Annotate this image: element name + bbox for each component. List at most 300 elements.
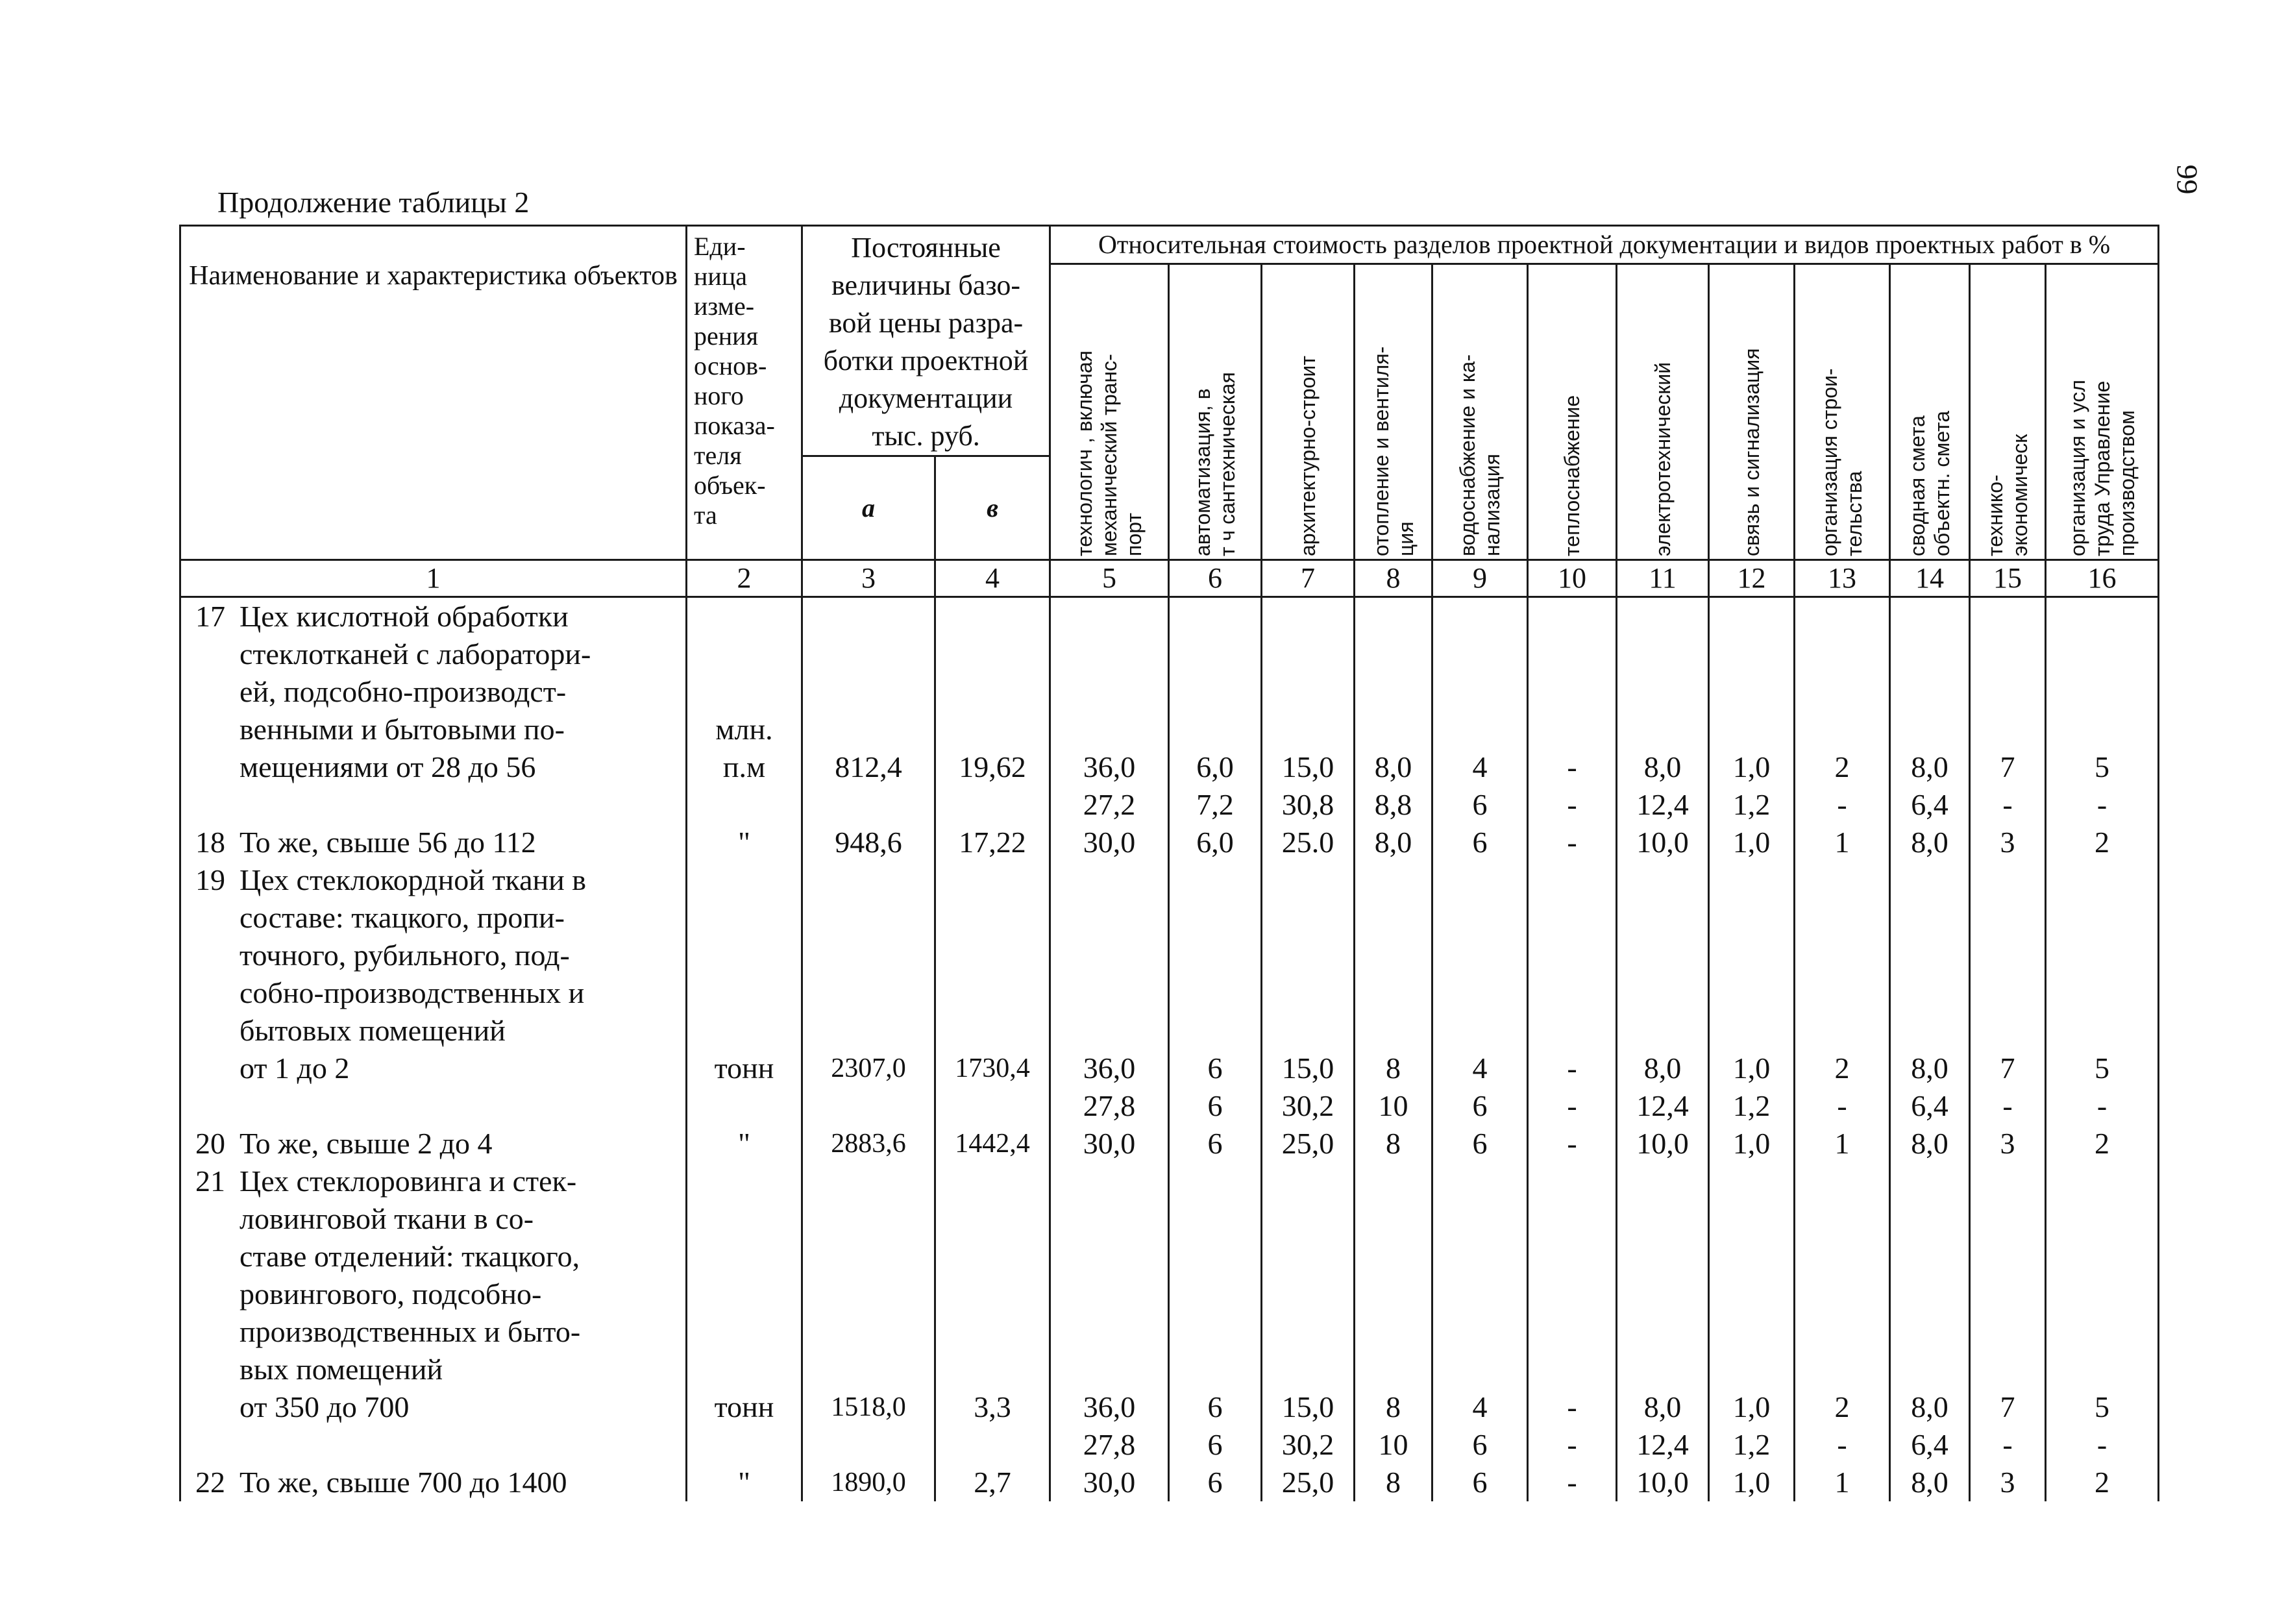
spacer — [936, 598, 1049, 635]
header-unit-line: теля — [694, 441, 742, 470]
spacer — [2046, 598, 2157, 635]
column-number-6: 6 — [1169, 560, 1262, 597]
spacer — [1433, 1200, 1527, 1238]
spacer — [1262, 1351, 1353, 1388]
spacer — [1795, 1351, 1889, 1388]
row-section-values — [1170, 861, 1260, 1125]
header-section-9 — [1432, 264, 1528, 560]
spacer — [1891, 598, 1969, 635]
header-section-line: ция — [1394, 521, 1418, 556]
spacer — [1617, 899, 1708, 937]
spacer — [1051, 1275, 1168, 1313]
spacer — [1891, 1200, 1969, 1238]
value-b: 1730,4 — [955, 1053, 1030, 1083]
row-value-b — [936, 598, 1049, 824]
row-unit-line: п.м — [722, 750, 766, 783]
row-section-values — [1262, 1163, 1353, 1464]
header-section-line: организация и усл — [2065, 380, 2089, 556]
table-row-item — [181, 1163, 685, 1464]
header-constants-line: Постоянные — [851, 232, 1001, 264]
spacer — [1051, 899, 1168, 937]
row-unit-line — [687, 937, 801, 974]
spacer — [1433, 1275, 1527, 1313]
section-value: - — [1567, 788, 1577, 821]
column-number-3: 3 — [802, 560, 935, 597]
spacer — [1051, 937, 1168, 974]
spacer — [803, 1200, 934, 1238]
row-name-line: от 1 до 2 — [240, 1052, 350, 1085]
spacer — [1051, 1012, 1168, 1050]
section-value: 6 — [1472, 826, 1488, 859]
spacer — [803, 711, 934, 748]
spacer — [803, 899, 934, 937]
spacer — [1433, 673, 1527, 711]
spacer — [1051, 1200, 1168, 1238]
header-section-line: архитектурно-строит — [1296, 356, 1320, 556]
section-value: 12,4 — [1636, 1089, 1689, 1122]
spacer — [1710, 899, 1793, 937]
section-value: 6 — [1472, 1428, 1488, 1461]
spacer — [1971, 598, 2045, 635]
header-section-line: связь и сигнализация — [1739, 348, 1764, 556]
spacer — [1971, 711, 2045, 748]
spacer — [1617, 1200, 1708, 1238]
page-number: 99 — [2170, 164, 2204, 195]
values-column-3 — [802, 597, 935, 1502]
spacer — [1795, 598, 1889, 635]
spacer — [936, 711, 1049, 748]
row-section-values — [1051, 1163, 1168, 1464]
spacer — [1433, 861, 1527, 899]
spacer — [1795, 1275, 1889, 1313]
spacer — [2046, 1163, 2157, 1200]
row-unit — [687, 1125, 801, 1163]
column-number-7: 7 — [1262, 560, 1355, 597]
spacer — [2046, 635, 2157, 673]
row-name-line: То же, свыше 56 до 112 — [240, 826, 536, 859]
section-value: 1,0 — [1732, 750, 1771, 783]
spacer — [1710, 1200, 1793, 1238]
section-value: - — [1567, 1390, 1577, 1423]
value-b: 1442,4 — [955, 1129, 1030, 1159]
spacer — [1529, 1275, 1616, 1313]
row-section-values — [1355, 598, 1431, 824]
spacer — [1971, 1313, 2045, 1351]
spacer — [2046, 1351, 2157, 1388]
spacer — [1355, 1351, 1431, 1388]
spacer — [1971, 861, 2045, 899]
row-unit-line — [687, 1200, 801, 1238]
spacer — [1617, 937, 1708, 974]
row-section-values — [1710, 1464, 1793, 1501]
header-constants-line: величины базо- — [831, 269, 1021, 301]
spacer — [1051, 861, 1168, 899]
section-value: 6 — [1207, 1127, 1223, 1160]
section-value: 5 — [2095, 750, 2110, 783]
spacer — [2046, 711, 2157, 748]
spacer — [1355, 1313, 1431, 1351]
column-number-9: 9 — [1432, 560, 1528, 597]
row-unit-line — [687, 974, 801, 1012]
spacer — [2046, 1200, 2157, 1238]
row-value-b — [936, 1163, 1049, 1464]
spacer — [2046, 937, 2157, 974]
spacer — [1170, 711, 1260, 748]
row-section-values — [2046, 1464, 2157, 1501]
section-value: - — [1567, 1089, 1577, 1122]
section-value: - — [1567, 1052, 1577, 1085]
spacer — [1262, 673, 1353, 711]
spacer — [1795, 861, 1889, 899]
section-value: 25,0 — [1281, 1127, 1334, 1160]
row-section-values — [1710, 1163, 1793, 1464]
section-value: - — [1837, 1089, 1847, 1122]
header-section-text — [1072, 284, 1146, 559]
header-section-line: автоматизация, в — [1191, 388, 1215, 556]
table-row-item — [181, 598, 685, 824]
row-unit — [687, 1163, 801, 1464]
spacer — [1529, 711, 1616, 748]
section-value: 7 — [2000, 750, 2015, 783]
value-b: 17,22 — [959, 826, 1026, 859]
value-a: 812,4 — [835, 750, 902, 783]
spacer — [1355, 974, 1431, 1012]
section-value: 6 — [1472, 1466, 1488, 1499]
section-value: - — [2096, 788, 2108, 821]
row-unit-line: млн. — [715, 713, 773, 746]
row-name — [240, 861, 646, 1125]
header-section-5 — [1050, 264, 1169, 560]
spacer — [1355, 861, 1431, 899]
values-column-6 — [1169, 597, 1262, 1502]
row-name-line: вых помещений — [240, 1353, 443, 1386]
row-number: 22 — [195, 1466, 225, 1499]
value-b: 2,7 — [974, 1466, 1011, 1499]
spacer — [1971, 1012, 2045, 1050]
spacer — [1262, 861, 1353, 899]
values-column-9 — [1432, 597, 1528, 1502]
section-value: - — [2096, 1089, 2108, 1122]
spacer — [1433, 635, 1527, 673]
section-value: 1,2 — [1732, 788, 1771, 821]
row-name-line: То же, свыше 2 до 4 — [240, 1127, 493, 1160]
header-unit — [687, 226, 802, 560]
spacer — [1051, 711, 1168, 748]
spacer — [1795, 899, 1889, 937]
section-value: 5 — [2095, 1052, 2110, 1085]
section-value: 1 — [1834, 826, 1850, 859]
header-section-14 — [1890, 264, 1970, 560]
spacer — [1795, 974, 1889, 1012]
spacer — [1170, 861, 1260, 899]
value-a: 1890,0 — [831, 1468, 906, 1497]
row-section-values — [1971, 824, 2045, 861]
row-section-values — [1795, 1125, 1889, 1163]
row-section-values — [1891, 1163, 1969, 1464]
row-unit-line — [687, 1351, 801, 1388]
row-value-a — [803, 824, 934, 861]
section-value: 8 — [1386, 1466, 1401, 1499]
header-section-text — [1739, 284, 1764, 559]
section-value: 6 — [1207, 1052, 1223, 1085]
spacer — [1795, 711, 1889, 748]
row-unit-line: " — [738, 1127, 750, 1160]
spacer — [1891, 1012, 1969, 1050]
spacer — [936, 1012, 1049, 1050]
header-section-line: механический транс- — [1098, 354, 1122, 556]
row-unit — [687, 824, 801, 861]
spacer — [1710, 1351, 1793, 1388]
spacer — [803, 1012, 934, 1050]
row-name-line: стеклотканей с лаборатори- — [240, 637, 591, 671]
row-section-values — [1170, 1125, 1260, 1163]
section-value: 6,4 — [1911, 788, 1948, 821]
spacer — [1710, 1313, 1793, 1351]
spacer — [936, 1351, 1049, 1388]
row-name-line: производственных и быто- — [240, 1315, 581, 1348]
row-section-values — [1617, 598, 1708, 824]
header-name: Наименование и характеристика объектов — [180, 226, 687, 560]
section-value: - — [1567, 826, 1577, 859]
section-value: 10 — [1378, 1089, 1408, 1122]
section-value: 2 — [1834, 1052, 1850, 1085]
values-column-14 — [1890, 597, 1970, 1502]
spacer — [1355, 1200, 1431, 1238]
row-unit-line — [687, 1313, 801, 1351]
section-value: 8,0 — [1643, 1390, 1682, 1423]
spacer — [1971, 937, 2045, 974]
row-section-values — [1355, 1464, 1431, 1501]
row-section-values — [1617, 1163, 1708, 1464]
section-value: 2 — [2095, 826, 2110, 859]
spacer — [1262, 1238, 1353, 1275]
spacer — [1617, 974, 1708, 1012]
values-column-13 — [1795, 597, 1890, 1502]
spacer — [1170, 974, 1260, 1012]
row-unit-line: тонн — [714, 1390, 774, 1423]
table-caption: Продолжение таблицы 2 — [217, 186, 530, 219]
spacer — [1529, 1313, 1616, 1351]
section-value: 8,0 — [1911, 1052, 1948, 1085]
column-number-13: 13 — [1795, 560, 1890, 597]
spacer — [1355, 598, 1431, 635]
row-section-values — [1617, 824, 1708, 861]
spacer — [1051, 1163, 1168, 1200]
row-name — [240, 824, 646, 861]
spacer — [1262, 635, 1353, 673]
spacer — [1891, 635, 1969, 673]
spacer — [1170, 1351, 1260, 1388]
spacer — [1795, 1313, 1889, 1351]
spacer — [1710, 635, 1793, 673]
row-section-values — [1355, 1125, 1431, 1163]
row-name-line: мещениями от 28 до 56 — [240, 750, 536, 783]
row-value-b — [936, 1125, 1049, 1163]
values-column-5 — [1050, 597, 1169, 1502]
row-section-values — [1529, 1125, 1616, 1163]
spacer — [1051, 673, 1168, 711]
section-value: 8,8 — [1374, 788, 1412, 821]
spacer — [1617, 1351, 1708, 1388]
section-value: 1 — [1834, 1466, 1850, 1499]
section-value: - — [1567, 1428, 1577, 1461]
row-unit-line — [687, 598, 801, 635]
column-number-14: 14 — [1890, 560, 1970, 597]
row-section-values — [1710, 598, 1793, 824]
spacer — [1891, 1238, 1969, 1275]
spacer — [1433, 711, 1527, 748]
header-section-line: водоснабжение и ка- — [1456, 354, 1480, 556]
value-b: 19,62 — [959, 750, 1026, 783]
header-unit-line: рения — [694, 321, 758, 351]
row-value-a — [803, 861, 934, 1125]
spacer — [1891, 1313, 1969, 1351]
spacer — [936, 1200, 1049, 1238]
value-a: 2883,6 — [831, 1129, 906, 1159]
row-number: 17 — [195, 600, 225, 633]
row-section-values — [1891, 1464, 1969, 1501]
section-value: 3 — [2000, 1466, 2015, 1499]
row-section-values — [2046, 1125, 2157, 1163]
row-number: 21 — [195, 1164, 225, 1198]
row-section-values — [1891, 824, 1969, 861]
row-section-values — [1710, 861, 1793, 1125]
spacer — [1529, 1163, 1616, 1200]
row-section-values — [1051, 598, 1168, 824]
column-number-8: 8 — [1355, 560, 1432, 597]
section-value: - — [1837, 1428, 1847, 1461]
header-section-7 — [1262, 264, 1355, 560]
section-value: 10,0 — [1636, 826, 1689, 859]
header-section-15 — [1970, 264, 2046, 560]
section-value: 30,0 — [1083, 1127, 1136, 1160]
section-value: 6,0 — [1196, 826, 1234, 859]
row-number: 18 — [195, 826, 225, 859]
row-section-values — [1051, 824, 1168, 861]
header-relative-cost: Относительная стоимость разделов проектной документации и видов проектных работ в % — [1050, 226, 2159, 264]
header-unit-line: объек- — [694, 471, 766, 500]
spacer — [1617, 1163, 1708, 1200]
spacer — [1170, 1313, 1260, 1351]
spacer — [1051, 1351, 1168, 1388]
spacer — [1529, 1238, 1616, 1275]
section-value: 12,4 — [1636, 1428, 1689, 1461]
spacer — [1433, 899, 1527, 937]
spacer — [1891, 861, 1969, 899]
spacer — [1170, 937, 1260, 974]
section-value: - — [2002, 788, 2013, 821]
spacer — [1170, 1275, 1260, 1313]
row-value-b — [936, 1464, 1049, 1501]
section-value: 27,8 — [1083, 1428, 1136, 1461]
spacer — [1971, 1275, 2045, 1313]
spacer — [1971, 673, 2045, 711]
section-value: 1,0 — [1732, 826, 1771, 859]
spacer — [1262, 1200, 1353, 1238]
spacer — [1891, 974, 1969, 1012]
spacer — [2046, 673, 2157, 711]
row-section-values — [1170, 1464, 1260, 1501]
row-section-values — [1433, 1125, 1527, 1163]
column-number-16: 16 — [2046, 560, 2159, 597]
row-name-line: точного, рубильного, под- — [240, 939, 570, 972]
spacer — [1529, 635, 1616, 673]
spacer — [1433, 974, 1527, 1012]
header-section-12 — [1709, 264, 1795, 560]
section-value: 4 — [1472, 1052, 1488, 1085]
row-name-line: собно-производственных и — [240, 976, 585, 1009]
row-number: 20 — [195, 1127, 225, 1160]
row-section-values — [1971, 1125, 2045, 1163]
row-unit-line — [687, 899, 801, 937]
section-value: 8 — [1386, 1127, 1401, 1160]
row-unit-line — [687, 861, 801, 899]
row-section-values — [1355, 861, 1431, 1125]
section-value: 1,0 — [1732, 1390, 1771, 1423]
row-unit-line — [687, 1163, 801, 1200]
row-section-values — [1529, 861, 1616, 1125]
spacer — [1170, 1163, 1260, 1200]
value-a: 1518,0 — [831, 1392, 906, 1422]
spacer — [1262, 1275, 1353, 1313]
row-section-values — [1795, 598, 1889, 824]
spacer — [2046, 1313, 2157, 1351]
spacer — [1710, 711, 1793, 748]
spacer — [1971, 974, 2045, 1012]
section-value: 2 — [2095, 1466, 2110, 1499]
header-col-a: а — [802, 456, 935, 560]
row-name — [240, 1125, 646, 1163]
spacer — [936, 1163, 1049, 1200]
spacer — [1529, 1351, 1616, 1388]
header-section-line: объектн. смета — [1930, 410, 1954, 556]
section-value: 30,0 — [1083, 826, 1136, 859]
row-name-line: ставе отделений: ткацкого, — [240, 1240, 580, 1273]
spacer — [1355, 673, 1431, 711]
spacer — [1529, 598, 1616, 635]
row-section-values — [1617, 1125, 1708, 1163]
column-number-11: 11 — [1617, 560, 1709, 597]
header-section-text — [1190, 284, 1240, 559]
section-value: - — [1567, 1466, 1577, 1499]
spacer — [803, 861, 934, 899]
header-section-line: порт — [1122, 513, 1146, 556]
spacer — [1051, 974, 1168, 1012]
row-section-values — [1433, 824, 1527, 861]
spacer — [1971, 1238, 2045, 1275]
section-value: 6 — [1472, 788, 1488, 821]
header-constants-line: тыс. руб. — [872, 420, 980, 452]
spacer — [1795, 1200, 1889, 1238]
spacer — [1262, 974, 1353, 1012]
header-section-text — [1369, 284, 1418, 559]
section-value: 8,0 — [1643, 750, 1682, 783]
spacer — [2046, 899, 2157, 937]
header-section-line: экономическ — [2008, 434, 2032, 556]
row-name-line: ровингового, подсобно- — [240, 1277, 542, 1310]
row-section-values — [1262, 1125, 1353, 1163]
values-column-8 — [1355, 597, 1432, 1502]
section-value: 4 — [1472, 750, 1488, 783]
spacer — [1051, 1238, 1168, 1275]
row-unit-line: " — [738, 826, 750, 859]
spacer — [1971, 635, 2045, 673]
section-value: 3 — [2000, 826, 2015, 859]
values-column-11 — [1617, 597, 1709, 1502]
section-value: 2 — [2095, 1127, 2110, 1160]
spacer — [2046, 861, 2157, 899]
header-section-text — [1560, 284, 1584, 559]
